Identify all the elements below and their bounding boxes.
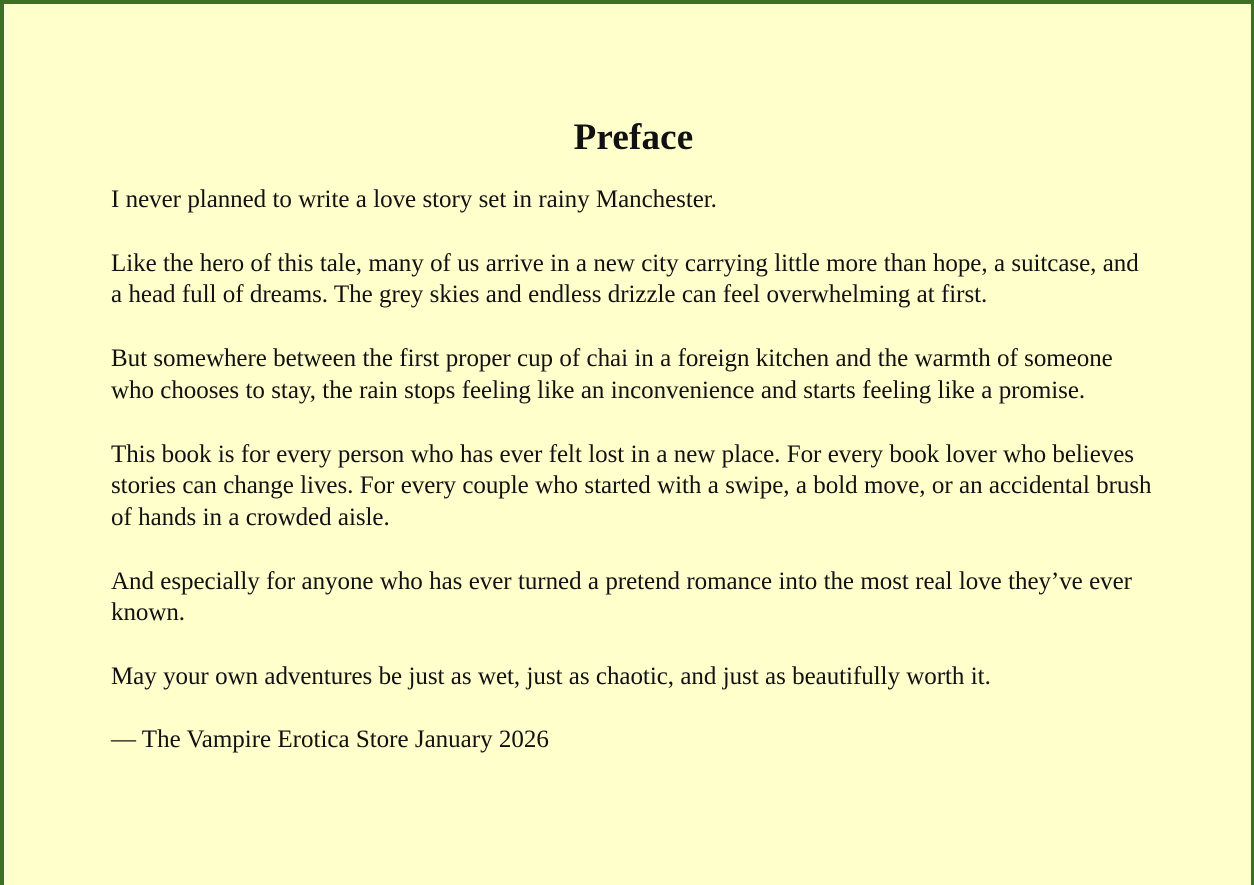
paragraph-dedication: This book is for every person who has ever felt lost in a new place. For every book lover who believes stories can change lives. For every couple who started with a swipe, a bold move, or an accidental brush of hands in a crowded aisle. <box>111 440 1152 531</box>
paragraph-romance: And especially for anyone who has ever turned a pretend romance into the most real love they’ve ever known. <box>111 567 1132 627</box>
paragraph-hero: Like the hero of this tale, many of us arrive in a new city carrying little more than hope, a suitcase, and a head full of dreams. The grey skies and endless drizzle can feel overwhelming at first. <box>111 249 1139 309</box>
paragraph-opening: I never planned to write a love story set in rainy Manchester. <box>111 186 717 213</box>
page-title: Preface <box>573 117 694 158</box>
preface-document <box>111 114 1156 780</box>
paragraph-rain: But somewhere between the first proper cup of chai in a foreign kitchen and the warmth of someone who chooses to stay, the rain stops feeling like an inconvenience and starts feeling like a promise. <box>111 345 1113 404</box>
signature-line: — The Vampire Erotica Store January 2026 <box>111 725 549 753</box>
paragraph-closing-wish: May your own adventures be just as wet, just as chaotic, and just as beautifully worth it. <box>111 663 991 691</box>
